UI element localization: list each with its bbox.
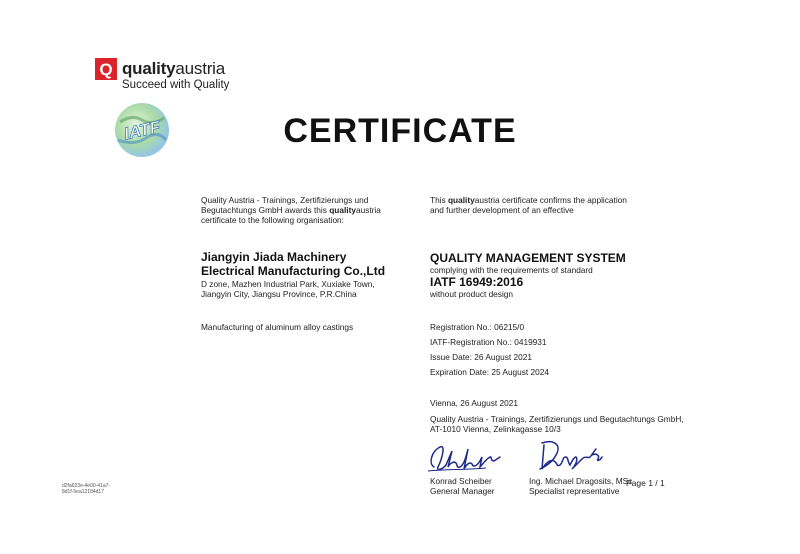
issuer-line2: AT-1010 Vienna, Zelinkagasse 10/3	[430, 424, 561, 434]
document-id-line2: 8d1f-5ea12184d17	[62, 489, 104, 495]
left-intro	[201, 195, 381, 225]
qms-block	[430, 251, 626, 299]
expiration-date: Expiration Date: 25 August 2024	[430, 367, 550, 377]
signatory-2-name: Ing. Michael Dragosits, MSc	[529, 476, 633, 486]
iatf-logo-text: IATF	[122, 117, 162, 144]
left-intro-line3: certificate to the following organisation:	[201, 215, 344, 225]
certificate-title: CERTIFICATE	[283, 112, 517, 150]
organisation-name-line2: Electrical Manufacturing Co.,Ltd	[201, 263, 386, 278]
right-intro-line1: This qualityaustria certificate confirms the application	[430, 195, 627, 205]
complying-text: complying with the requirements of standard	[430, 265, 593, 275]
issue-date: Issue Date: 26 August 2021	[430, 352, 532, 362]
organisation-address-line1: D zone, Mazhen Industrial Park, Xuxiake Town,	[201, 279, 375, 289]
quality-austria-wordmark	[122, 59, 225, 79]
exclusion-text: without product design	[430, 289, 514, 299]
document-id	[62, 483, 110, 495]
signature-scheiber	[426, 437, 506, 475]
signatory-2-role: Specialist representative	[529, 486, 620, 496]
document-id-line1: d2fa623e-4e00-41a7-	[62, 483, 111, 489]
system-title: QUALITY MANAGEMENT SYSTEM	[430, 251, 626, 265]
organisation-name-line1: Jiangyin Jiada Machinery	[201, 250, 347, 264]
signatory-1	[430, 476, 495, 496]
left-intro-line2: Begutachtungs GmbH awards this qualityaustria	[201, 205, 381, 215]
wordmark-bold: quality	[122, 59, 176, 78]
left-intro-line1: Quality Austria - Trainings, Zertifizierungs und	[201, 195, 369, 205]
signatory-1-name: Konrad Scheiber	[430, 476, 492, 486]
brand-tagline: Succeed with Quality	[122, 79, 230, 91]
right-intro-line2: and further development of an effective	[430, 205, 574, 215]
organisation-block	[201, 251, 385, 299]
quality-austria-logo-mark	[95, 58, 117, 80]
logo-letter: Q	[99, 59, 113, 79]
scope-text: Manufacturing of aluminum alloy castings	[201, 322, 354, 332]
issuer-line1: Quality Austria - Trainings, Zertifizierungs und Begutachtungs GmbH,	[430, 414, 684, 424]
place-date: Vienna, 26 August 2021	[430, 398, 518, 408]
page-label: Page 1 / 1	[626, 478, 665, 488]
iatf-registration-number: IATF-Registration No.: 0419931	[430, 337, 547, 347]
standard-title: IATF 16949:2016	[430, 275, 524, 289]
wordmark-regular: austria	[175, 59, 226, 78]
registration-number: Registration No.: 06215/0	[430, 322, 525, 332]
signatory-2	[529, 476, 632, 496]
signature-dragosits	[532, 435, 604, 475]
right-intro	[430, 195, 627, 215]
signatory-1-role: General Manager	[430, 486, 495, 496]
organisation-address-line2: Jiangyin City, Jiangsu Province, P.R.China	[201, 289, 357, 299]
issuer-block	[430, 414, 684, 434]
